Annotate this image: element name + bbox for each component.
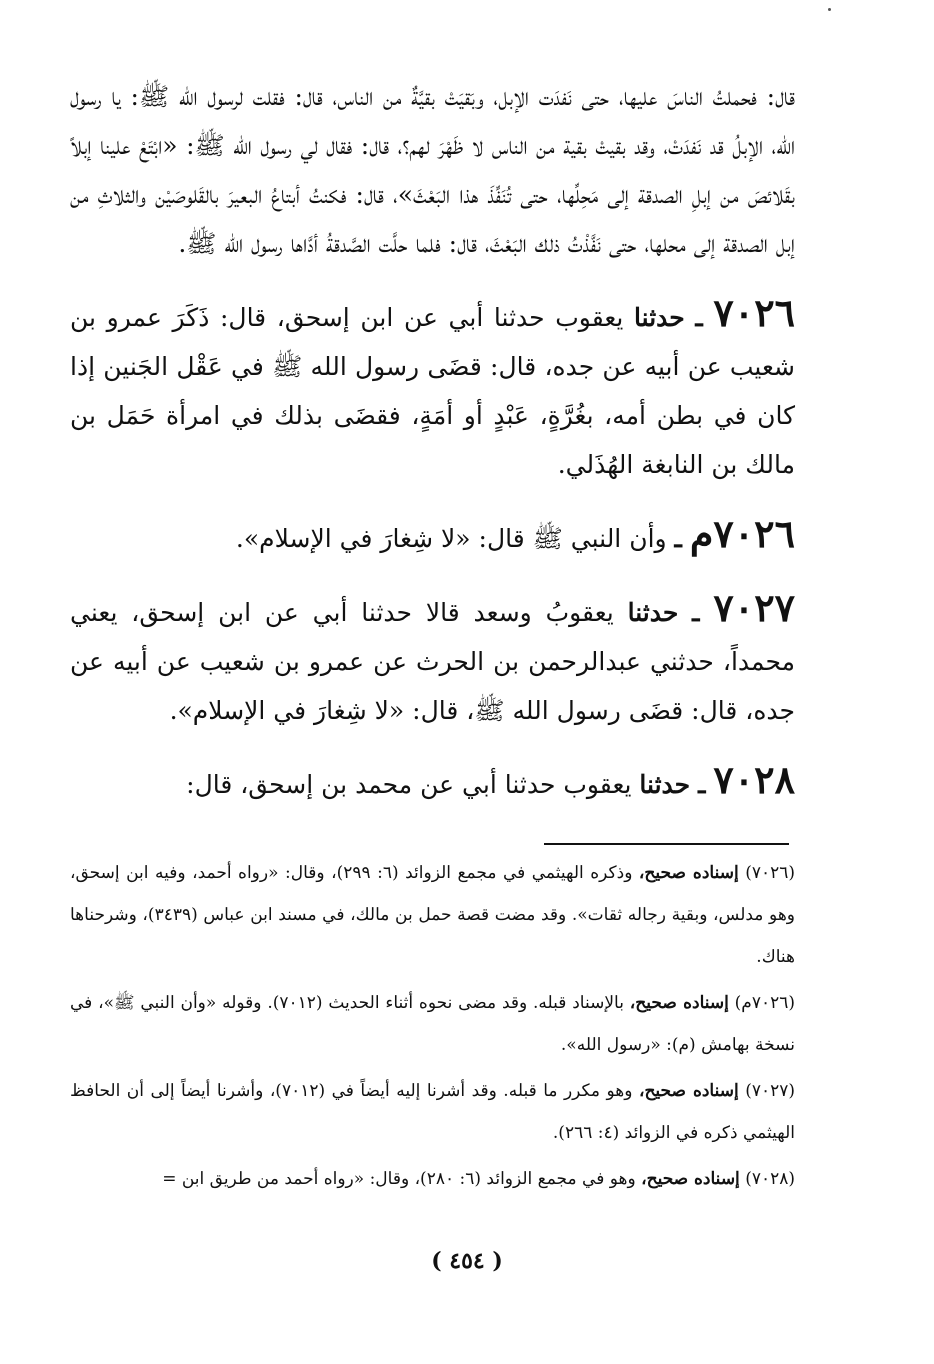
footnote-7026 [70, 852, 795, 978]
footnote-ref: (٧٠٢٨) [745, 1169, 795, 1189]
footnote-text: وهو مكرر ما قبله. وقد أشرنا إليه أيضاً في (٧٠١٢)، وأشرنا أيضاً إلى أن الحافظ الهيثمي ذكره في الزوائد (٤: ٢٦٦). [70, 1081, 795, 1143]
hadith-label: حدثنا [634, 303, 685, 332]
footnote-text: وهو في مجمع الزوائد (٦: ٢٨٠)، وقال: «رواه أحمد من طريق ابن = [162, 1169, 636, 1189]
hadith-number: ٧٠٢٨ [713, 757, 795, 802]
footnote-text: وذكره الهيثمي في مجمع الزوائد (٦: ٢٩٩)، وقال: «رواه أحمد، وفيه ابن إسحق، وهو مدلس، وبقية رجاله ثقات». وقد مضت قصة حمل بن مالك، في مسند ابن عباس (٣٤٣٩)، وشرحناها هناك. [70, 863, 795, 967]
scan-speck [828, 8, 831, 11]
continuation-paragraph: قال: فحملتُ الناسَ عليها، حتى نَفدَت الإبل، وبَقيَتْ بقيَّةٌ من الناس، قال: فقلت لرسول الله ﷺ: يا رسول الله، الإبلُ قد نَفدَتْ، وقد بقيتْ بقية من الناس لا ظَهْرَ لهم؟، قال: فقال لي رسول الله ﷺ: «ابْتَعْ علينا إبلاً بقَلائصَ من إبلِ الصدقة إلى مَحِلِّها، حتى تُنَفِّذَ هذا البَعْثَ»، قال: فكنتُ أبتاعُ البعيرَ بالقَلوصَيْن والثلاثِ من إبل الصدقة إلى محلها، حتى نَفَّذْتُ ذلك البَعْثَ، قال: فلما حلَّت الصَّدقةُ أدَّاها رسول الله ﷺ. [70, 82, 795, 258]
footnote-ref: (٧٠٢٦) [745, 863, 796, 883]
footnote-ref: (٧٠٢٧) [745, 1081, 796, 1101]
hadith-7026m [70, 509, 795, 563]
footnote-grade: إسناده صحيح، [638, 1081, 739, 1101]
footnote-grade: إسناده صحيح، [638, 863, 739, 883]
hadith-7027 [70, 583, 795, 735]
hadith-dash: ـ [698, 770, 706, 799]
hadith-7028 [70, 755, 795, 809]
hadith-dash: ـ [674, 524, 682, 553]
hadith-text: يعقوب حدثنا أبي عن ابن إسحق، قال: ذَكَرَ عمرو بن شعيب عن أبيه عن جده، قال: قضَى رسول الله ﷺ في عَقْل الجَنين إذا كان في بطن أمه، بغُرَّةٍ، عَبْدٍ أو أمَةٍ، فقضَى بذلك في امرأة حَمَل بن مالك بن النابغة الهُذَلي. [70, 303, 795, 479]
hadith-7026 [70, 288, 795, 489]
hadith-label: حدثنا [627, 598, 679, 627]
footnotes [70, 852, 795, 1200]
hadith-number: ٧٠٢٧ [713, 585, 796, 630]
hadith-text: يعقوب حدثنا أبي عن محمد بن إسحق، قال: [186, 770, 632, 799]
footnote-7027 [70, 1070, 795, 1154]
footnote-grade: إسناده صحيح، [629, 993, 729, 1013]
page-number: ( ٤٥٤ ) [431, 1248, 503, 1274]
hadith-number: ٧٠٢٦ [713, 290, 796, 335]
footnote-7026m [70, 982, 795, 1066]
hadith-number: ٧٠٢٦م [689, 511, 795, 556]
hadith-label: حدثنا [639, 770, 691, 799]
footnote-text: بالإسناد قبله. وقد مضى نحوه أثناء الحديث (٧٠١٢). وقوله «وأن النبي ﷺ»، في نسخة بهامش (م): «رسول الله». [70, 993, 795, 1055]
hadith-dash: ـ [695, 303, 703, 332]
footnote-divider [544, 843, 789, 845]
footnote-grade: إسناده صحيح، [641, 1169, 740, 1189]
main-text [70, 72, 795, 809]
footnote-7028 [70, 1158, 795, 1200]
hadith-text: يعقوبُ وسعد قالا حدثنا أبي عن ابن إسحق، يعني محمداً، حدثني عبدالرحمن بن الحرث عن عمرو بن شعيب عن أبيه عن جده، قال: قضَى رسول الله ﷺ، قال: «لا شِغارَ في الإسلام». [70, 598, 795, 725]
hadith-text: وأن النبي ﷺ قال: «لا شِغارَ في الإسلام». [235, 524, 667, 553]
hadith-dash: ـ [692, 598, 700, 627]
footnote-ref: (٧٠٢٦م) [734, 993, 796, 1013]
